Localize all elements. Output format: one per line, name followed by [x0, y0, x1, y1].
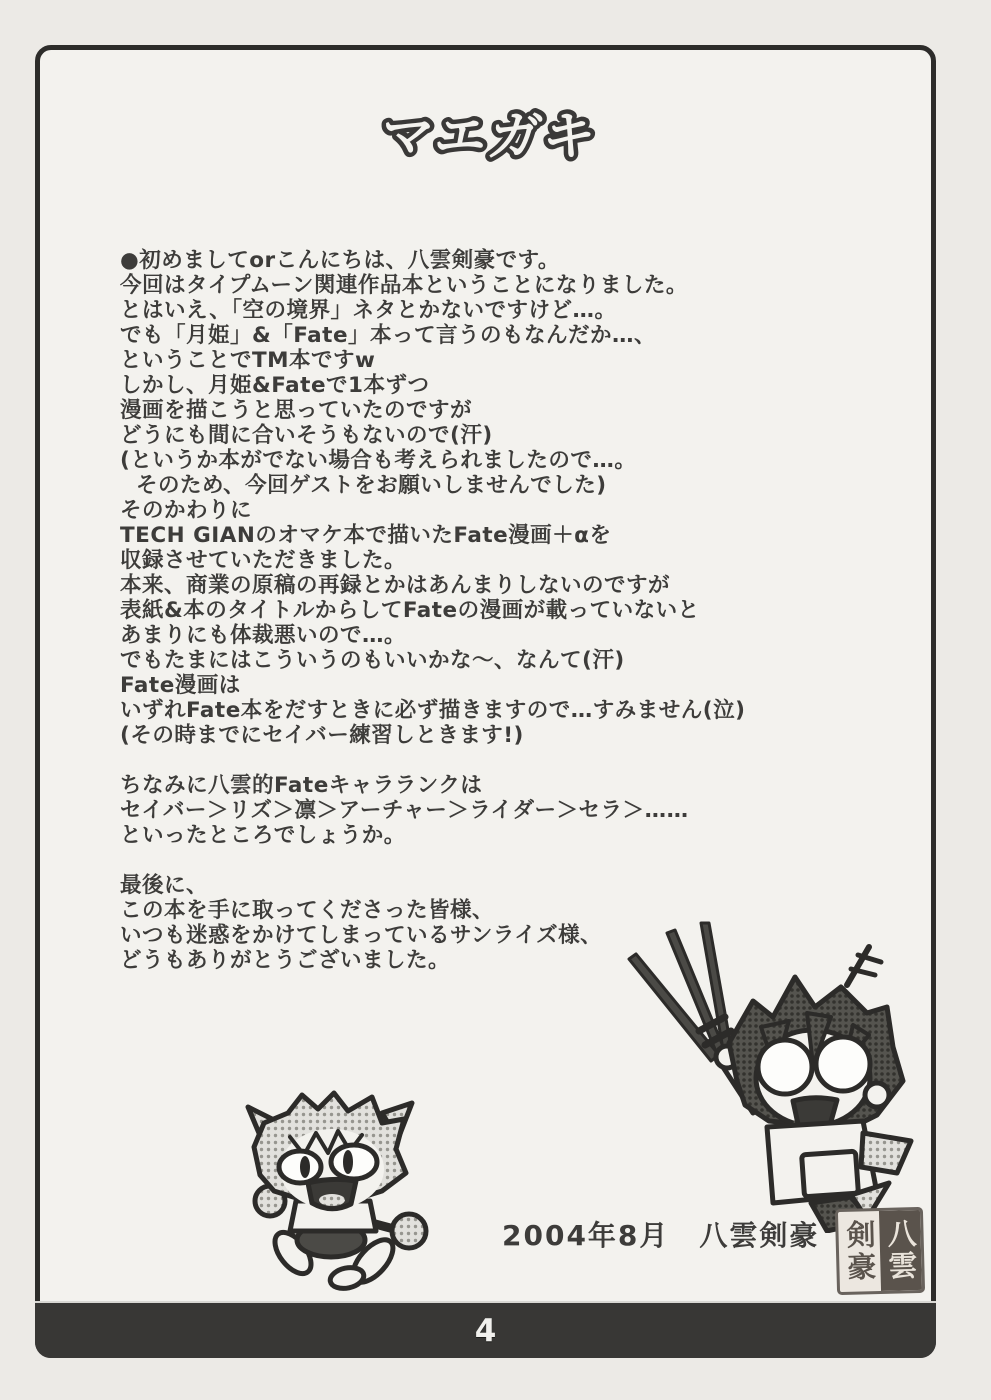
text-line: セイバー＞リズ＞凛＞アーチャー＞ライダー＞セラ＞…… [120, 798, 689, 823]
author-arm-back [861, 1133, 911, 1173]
text-line: ちなみに八雲的Fateキャラランクは [120, 773, 483, 798]
text-line: 最後に、 [120, 873, 209, 898]
text-line: とはいえ、「空の境界」ネタとかないですけど…。 [120, 298, 617, 323]
text-line: でもたまにはこういうのもいいかな～、なんて(汗) [120, 648, 625, 673]
body-text [120, 248, 890, 973]
text-line: あまりにも体裁悪いので…。 [120, 623, 407, 648]
text-line: 収録させていただきました。 [120, 548, 407, 573]
text-line: TECH GIANのオマケ本で描いたFate漫画＋αを [120, 523, 612, 548]
text-line: この本を手に取ってくださった皆様、 [120, 898, 495, 923]
chibi-cat-girl-running-icon [230, 1083, 438, 1291]
cat-paw-ball [392, 1214, 426, 1248]
author-ear [865, 1083, 889, 1107]
glasses-right-lens-icon [816, 1037, 870, 1091]
page-title [40, 100, 931, 176]
text-line: ということでTM本ですw [120, 348, 376, 373]
author-illustration [615, 915, 917, 1233]
signature-date: 2004年8月 八雲剣豪 [502, 1219, 820, 1252]
text-line: 表紙&本のタイトルからしてFateの漫画が載っていないと [120, 598, 700, 623]
text-line: Fate漫画は [120, 673, 241, 698]
cat-tongue [319, 1194, 345, 1206]
text-line: 今回はタイプムーン関連作品本ということになりました。 [120, 273, 688, 298]
text-line: (というか本がでない場合も考えられましたので…。 [120, 448, 637, 473]
text-line: といったところでしょうか。 [120, 823, 406, 848]
text-line: 本来、商業の原稿の再録とかはあんまりしないのですが [120, 573, 671, 598]
text-line: いずれFate本をだすときに必ず描きますので…すみません(泣) [120, 698, 746, 723]
glasses-left-lens-icon [758, 1040, 812, 1094]
page-number: 4 [474, 1312, 497, 1349]
text-line: 漫画を描こうと思っていたのですが [120, 398, 473, 423]
text-line: いつも迷惑をかけてしまっているサンライズ様、 [120, 923, 603, 948]
page-number-bar [35, 1301, 936, 1358]
cat-eye-right [331, 1145, 377, 1179]
text-line: そのかわりに [120, 498, 253, 523]
author-seal-stamp [835, 1207, 925, 1295]
seal-left-column: 剣豪 [842, 1219, 878, 1284]
glasses-bridge-icon [812, 1065, 816, 1066]
text-line: ●初めましてorこんにちは、八雲剣豪です。 [120, 248, 560, 273]
text-line [120, 748, 890, 773]
text-line: しかし、月姫&Fateで1本ずつ [120, 373, 430, 398]
text-line: どうもありがとうございました。 [120, 948, 451, 973]
tshirt-pocket [802, 1151, 859, 1197]
text-line: (その時までにセイバー練習しときます!) [120, 723, 524, 748]
text-line: どうにも間に合いそうもないので(汗) [120, 423, 493, 448]
text-line: でも「月姫」&「Fate」本って言うのもなんだか…、 [120, 323, 657, 348]
text-line: そのため、今回ゲストをお願いしませんでした) [120, 473, 607, 498]
cat-pupil-left [300, 1156, 310, 1178]
maegaki-title-logo [336, 100, 636, 172]
page-title-text: マエガキ [376, 107, 601, 167]
page-frame [35, 45, 936, 1358]
cat-girl-illustration [230, 1083, 438, 1291]
cat-foot [328, 1265, 365, 1291]
cat-pupil-right [343, 1150, 353, 1174]
chibi-author-with-three-swords-icon [615, 915, 917, 1233]
seal-right-column: 八雲 [879, 1210, 922, 1291]
text-line [120, 848, 890, 873]
